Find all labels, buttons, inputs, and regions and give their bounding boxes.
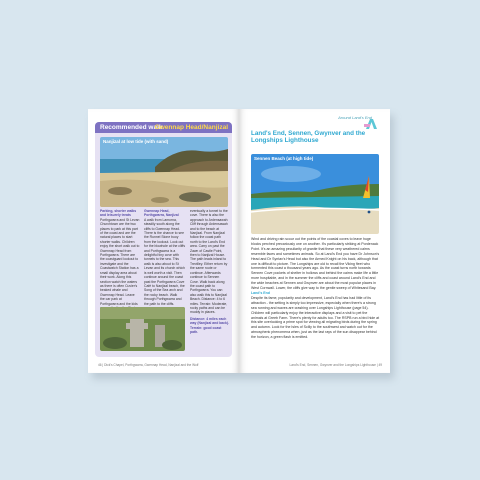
walk-header [95,122,232,133]
column-text: Porthgwarra and St Levan Churchtown are the two places to park at this part of the coast and are the natural places to start shorter walks. Children enjoy the short walk out to Gwennap Head from Porthgwarra. There are the coastguard lookout to investigate and the Coastwatch Station has a small display area about their work. Along this section watch the waters as there is often Cuvier's beaked whale and Gwennap Head. Leave the car park at Porthgwarra and the kids [100,217,140,306]
left-page-footer: 46 | Dick's Chapel, Porthgwarra, Gwennap Head, Nanjizal and the Wolf [98,363,199,367]
right-page [239,109,390,373]
page-title: Land's End, Sennen, Gwynver and the Longships Lighthouse [251,130,366,145]
walk-label: Recommended walk [100,124,163,131]
nanjizal-photo-image [100,137,228,207]
distance-note: Distance: 4 miles each way (Nanjizal and back). Terrain: good coast path. [190,316,230,334]
left-page [88,109,239,373]
section-tag: Around Land's End [338,115,372,120]
intro-paragraph: Wind and driving rain scour out the points of the coastal coves to leave huge blocks perched precariously one on another. It's particularly striking at Pordenack Point. It's an amazing peculiarity of granite that these very weathered cairns resemble faces and sometimes animals. So at Land's End you have Dr Johnson's Head and Dr Syntax's Head but also the Armed Knight on his back, although that one is difficult to picture. The Longships are old to recall the Viking fleet who tormented this coast a thousand years ago. As the coast turns north towards Sennen Cove pockets of shelter in hollows and behind the cairns make life a little more hospitable, and in the summer the cliffs and coast around Land's End and the wide beaches at Sennen and Gwynver are about the most popular places in West Cornwall. Lower, the cliffs give way to the gentle sweep of Whitesand Bay. [251,237,380,291]
column-text: A walk from Lamorna, steadily south along the cliffs to Gwennap Head. There is the chance to see the Runnel Stone buoy from the lookout. Look out for the blowhole at the cliffs and Porthgwarra is a delightful tiny cove with tunnels to the sea. This walk is also about to St Levan and its church which is well worth a visit. Then continue around the coast past the Porthgwarra Cove Café to Nanjizal beach, the Song of the Sea arch and the rocky beach. Walk through Porthgwarra and the path to the cliffs. [144,217,186,306]
lands-end-paragraph: Despite its fame, popularity and development, Land's End has had little of its attraction - the setting is simply too impressive, especially when there's a strong sea running and waves are crashing over Longships Lighthouse (page 54). Children will particularly enjoy the interactive displays and a visit to pet the animals at Greeb Farm. There's plenty for adults too. The RSPB run a bird hide at this site overlooking a prime spot for viewing all migrating birds during the spring and autumn. Look for the Isles of Scilly to the southwest and watch out for the atmospheric phenomena when, just as the last rays of the sun disappear behind the horizon, a green flash is emitted. [251,295,380,340]
photo-caption: Nanjizal at low tide (with sand) [103,139,169,144]
sennen-beach-photo-image [251,154,379,234]
column-text: eventually a tunnel to the cove. There is also the approach to Ardensawah Cliff through Ardensawah and to the beach at Nanjizal. From Nanjizal follow the coast path north to the Land's End area. Carry on past the Zawn of Castle Point, then to Nanjizal House. The path leads inland to Trevilley. Either return by the same route or continue. Afterwards continue to Sennen Cove. Walk back along the coast path to Porthgwarra. You can also walk this to Nanjizal Beach. Distance: 4 to 6 miles. Terrain: Moderate, rocky paths and can be muddy in places. [190,209,228,315]
walk-title: Gwennap Head/Nanjizal [154,124,228,131]
subheading: Land's End [251,290,270,295]
column-heading: Parking, shorter walks and leisurely treats [100,209,137,218]
nanjizal-photo [100,137,228,207]
column-heading: Gwennap Head, Porthgwarra, Nanjizal [144,209,179,218]
open-guidebook [88,109,390,373]
stone-cross-photo-image [100,307,185,351]
photo-caption: Sennen Beach (at high tide) [254,156,314,161]
sennen-beach-photo [251,154,379,234]
stone-cross-photo [100,307,185,351]
article-body [251,237,380,340]
column-continued [190,209,229,334]
right-page-footer: Land's End, Sennen, Gwynver and the Longships Lighthouse | 49 [289,363,382,367]
guidebook-logo-icon [364,118,378,130]
column-route [144,209,186,306]
